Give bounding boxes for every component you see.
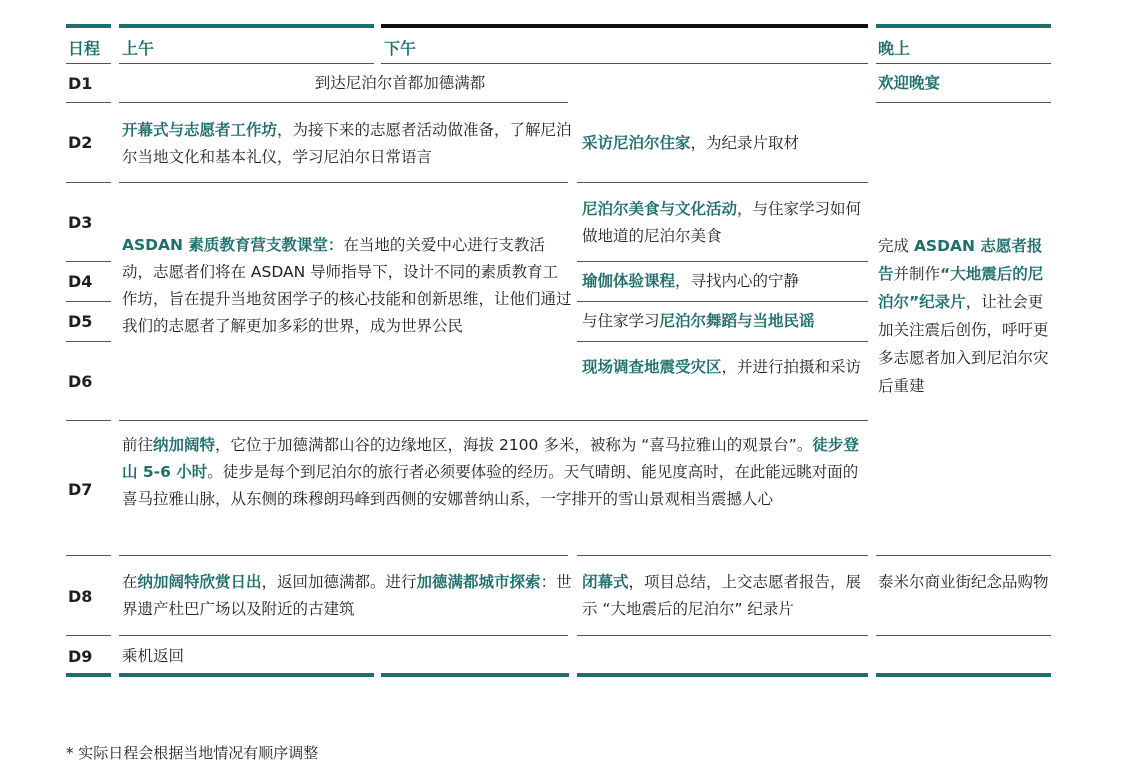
d6-afternoon-text: ，并进行拍摄和采访 [721,358,862,376]
d3-d6-morning-cell [122,232,572,340]
rule [66,301,111,302]
d4-afternoon-text: ，寻找内心的宁静 [675,272,800,290]
rule [381,63,868,64]
d7-highlight-a: 纳加阔特 [153,436,216,454]
day-label-d6: D6 [68,372,93,391]
rule [577,635,868,636]
d7-cell [122,432,868,513]
top-bar-afternoon [381,24,868,28]
day-label-d3: D3 [68,213,93,232]
bottom-bar-afternoon-b [577,673,868,677]
d4-afternoon-highlight: 瑜伽体验课程 [582,272,676,290]
d3-d6-morning-highlight: ASDAN 素质教育营支教课堂： [122,236,344,254]
d8-afternoon-text: ，项目总结，上交志愿者报告，展示 “大地震后的尼泊尔” 纪录片 [582,573,862,618]
bottom-bar-evening [876,673,1051,677]
d8-morning-highlight-b: 加德满都城市探索 [416,573,541,591]
d5-afternoon-cell [582,308,868,335]
rule [119,555,568,556]
header-schedule: 日程 [68,39,101,58]
d4-afternoon-cell [582,268,868,295]
rule [876,555,1051,556]
rule [577,182,868,183]
d7-text-b: ，它位于加德满都山谷的边缘地区，海拔 2100 多米，被称为 “喜马拉雅山的观景台”。 [215,436,813,454]
d5-afternoon-text: 与住家学习 [582,312,660,330]
d8-afternoon-highlight: 闭幕式 [582,573,629,591]
rule [66,102,111,103]
d8-evening-cell: 泰米尔商业街纪念品购物 [878,573,1049,591]
rule [876,102,1051,103]
top-bar-evening [876,24,1051,28]
evening-text-a: 完成 [878,237,914,255]
d8-morning-highlight-a: 纳加阔特欣赏日出 [137,573,262,591]
d7-text-c: 。徒步是每个到尼泊尔的旅行者必须要体验的经历。天气晴朗、能见度高时，在此能远眺对面的喜马拉雅山脉，从东侧的珠穆朗玛峰到西侧的安娜普纳山系，一字排开的雪山景观相当震撼人心 [122,463,859,508]
rule [119,63,374,64]
evening-d2-d7-cell [878,232,1054,400]
d2-morning-text: ，为接下来的志愿者活动做准备，了解尼泊尔当地文化和基本礼仪，学习尼泊尔日常语言 [122,121,572,166]
bottom-bar-afternoon-a [381,673,569,677]
rule [119,635,568,636]
day-label-d1: D1 [68,74,93,93]
day-label-d5: D5 [68,312,93,331]
evening-text-c: ，让社会更加关注震后创伤，呼吁更多志愿者加入到尼泊尔灾后重建 [878,293,1049,395]
d3-afternoon-highlight: 尼泊尔美食与文化活动 [582,200,738,218]
evening-highlight-a: ASDAN 志愿者报告 [878,237,1043,283]
d1-day-text: 到达尼泊尔首都加德满都 [314,74,486,92]
d9-morning-cell: 乘机返回 [122,647,185,665]
day-label-d2: D2 [68,133,93,152]
rule [119,420,868,421]
rule [577,261,868,262]
d8-afternoon-cell [582,569,872,623]
rule [66,555,111,556]
rule [66,341,111,342]
day-label-d9: D9 [68,647,93,666]
d3-afternoon-cell [582,196,870,250]
rule [66,261,111,262]
d6-afternoon-cell [582,354,870,381]
rule [577,301,868,302]
bottom-bar-schedule [66,673,111,677]
d2-morning-highlight: 开幕式与志愿者工作坊 [122,121,278,139]
d7-text-a: 前往 [122,436,154,454]
d3-d6-morning-text: 在当地的关爱中心进行支教活动，志愿者们将在 ASDAN 导师指导下，设计不同的素质教育工作坊，旨在提升当地贫困学子的核心技能和创新思维，让他们通过我们的志愿者了解更加多彩的世界，成为世界公民 [122,236,572,335]
evening-highlight-b: “大地震后的尼泊尔”纪录片 [878,265,1044,311]
rule [876,635,1051,636]
d2-afternoon-highlight: 采访尼泊尔住家 [582,134,691,152]
day-label-d4: D4 [68,272,93,291]
rule [66,635,111,636]
rule [119,182,568,183]
rule [66,420,111,421]
d1-evening-text: 欢迎晚宴 [878,74,941,92]
rule [66,63,111,64]
d7-highlight-b: 徒步登山 5-6 小时 [122,436,859,481]
d2-afternoon-cell [582,130,868,157]
footnote: * 实际日程会根据当地情况有顺序调整 [66,744,319,762]
day-label-d8: D8 [68,587,93,606]
d5-afternoon-highlight: 尼泊尔舞蹈与当地民谣 [659,312,815,330]
rule [577,341,868,342]
evening-text-b: 并制作 [893,265,941,283]
d8-morning-text-b: ，返回加德满都。进行 [261,573,417,591]
d2-morning-cell [122,117,574,171]
day-label-d7: D7 [68,480,93,499]
bottom-bar-morning [119,673,374,677]
top-bar-morning [119,24,374,28]
header-afternoon: 下午 [384,39,417,58]
top-bar-schedule [66,24,111,28]
rule [66,182,111,183]
d2-afternoon-text: ，为纪录片取材 [690,134,800,152]
d8-morning-cell [122,569,572,623]
header-morning: 上午 [122,39,155,58]
rule [577,555,868,556]
d3-afternoon-text: ，与住家学习如何做地道的尼泊尔美食 [582,200,862,245]
rule [876,63,1051,64]
d8-morning-text-a: 在 [122,573,138,591]
rule [119,102,568,103]
d6-afternoon-highlight: 现场调查地震受灾区 [582,358,722,376]
d8-morning-text-c: ：世界遗产杜巴广场以及附近的古建筑 [122,573,572,618]
header-evening: 晚上 [878,39,911,58]
